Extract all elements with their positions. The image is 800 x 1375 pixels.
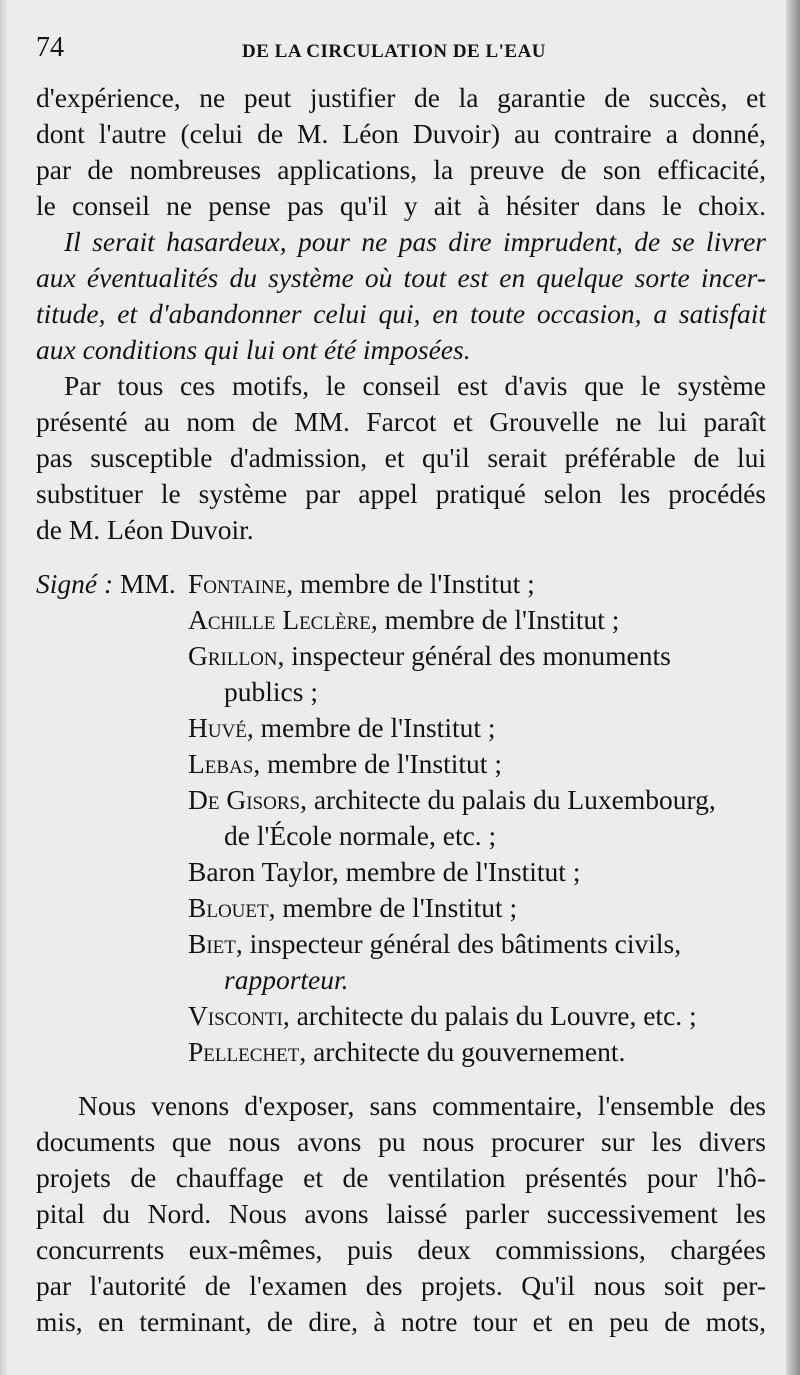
signatory-name: Biet	[188, 928, 236, 959]
text-line: projets de chauffage et de ventilation présentés pour l'hô-	[36, 1162, 766, 1193]
text-line: par l'autorité de l'examen des projets. Qu'il nous soit per-	[36, 1270, 766, 1301]
signatory-title: , membre de l'Institut ;	[253, 748, 502, 779]
text-line: documents que nous avons pu nous procurer sur les divers	[36, 1126, 766, 1157]
signature-continuation: de l'École normale, etc. ;	[224, 820, 497, 851]
signature-line	[36, 710, 766, 746]
signature-line	[36, 998, 766, 1034]
signatory-title: , membre de l'Institut ;	[370, 604, 620, 635]
signature-continuation: publics ;	[224, 676, 318, 707]
signature-line	[36, 1034, 766, 1070]
text-line: d'expérience, ne peut justifier de la garantie de succès, et	[36, 82, 766, 113]
italic-line: aux conditions qui lui ont été imposées.	[36, 334, 471, 365]
text-line: de M. Léon Duvoir.	[36, 514, 254, 545]
signatory-name: De Gisors	[188, 784, 301, 815]
text-line: dont l'autre (celui de M. Léon Duvoir) au contraire a donné,	[36, 118, 766, 149]
signature-continuation: rapporteur.	[224, 964, 349, 995]
signatory-title: , membre de l'Institut ;	[331, 856, 581, 887]
signatory-title: , membre de l'Institut ;	[246, 712, 496, 743]
signatory-title: , inspecteur général des monuments	[277, 640, 671, 671]
page-shadow-right	[786, 0, 800, 1375]
signature-line	[36, 854, 766, 890]
signatory-title: , inspecteur général des bâtiments civils,	[235, 928, 682, 959]
mm-label: MM.	[120, 568, 176, 599]
signatory-name: Huvé	[188, 712, 247, 743]
signature-line	[36, 746, 766, 782]
page-body	[36, 80, 766, 1340]
signatory-name: Visconti	[188, 1000, 283, 1031]
signatory-name: Achille Leclère	[188, 604, 371, 635]
signatory-name: Baron Taylor	[188, 856, 332, 887]
italic-line: Il serait hasardeux, pour ne pas dire imprudent, de se livrer	[64, 226, 766, 257]
signed-label: Signé :	[36, 568, 114, 599]
page-shadow-left	[0, 0, 8, 1375]
signature-first-line	[36, 566, 766, 602]
italic-line: aux éventualités du système où tout est en quelque sorte incer-	[36, 262, 766, 293]
signature-line	[36, 782, 766, 818]
signatory-name: Pellechet	[188, 1036, 300, 1067]
text-line: Par tous ces motifs, le conseil est d'avis que le système	[64, 370, 766, 401]
italic-line: titude, et d'abandonner celui qui, en toute occasion, a satisfait	[36, 298, 766, 329]
signature-line	[36, 602, 766, 638]
signatory-title: , architecte du gouvernement.	[299, 1036, 626, 1067]
signature-line	[36, 890, 766, 926]
signatory-title: , architecte du palais du Luxembourg,	[300, 784, 716, 815]
text-line: le conseil ne pense pas qu'il y ait à hésiter dans le choix.	[36, 190, 766, 221]
text-line: par de nombreuses applications, la preuve de son efficacité,	[36, 154, 766, 185]
page-number: 74	[36, 32, 64, 63]
text-line: présenté au nom de MM. Farcot et Grouvelle ne lui paraît	[36, 406, 766, 437]
signatory-title: , architecte du palais du Louvre, etc. ;	[282, 1000, 697, 1031]
signatory-name: Blouet	[188, 892, 269, 923]
signatory-name: Fontaine	[188, 568, 287, 599]
signature-block	[36, 566, 766, 1070]
signatory-title: , membre de l'Institut ;	[268, 892, 518, 923]
signatory-title: , membre de l'Institut ;	[286, 568, 535, 599]
page-header	[36, 30, 756, 66]
signature-line	[36, 926, 766, 962]
text-line: Nous venons d'exposer, sans commentaire, l'ensemble des	[78, 1090, 766, 1121]
text-line: pital du Nord. Nous avons laissé parler successivement les	[36, 1198, 766, 1229]
signatory-name: Lebas	[188, 748, 254, 779]
signatory-name: Grillon	[188, 640, 278, 671]
running-head: DE LA CIRCULATION DE L'EAU	[242, 41, 547, 62]
text-line: pas susceptible d'admission, et qu'il serait préférable de lui	[36, 442, 766, 473]
text-line: substituer le système par appel pratiqué selon les procédés	[36, 478, 766, 509]
text-line: mis, en terminant, de dire, à notre tour et en peu de mots,	[36, 1306, 766, 1337]
signature-line	[36, 638, 766, 674]
text-line: concurrents eux-mêmes, puis deux commissions, chargées	[36, 1234, 766, 1265]
